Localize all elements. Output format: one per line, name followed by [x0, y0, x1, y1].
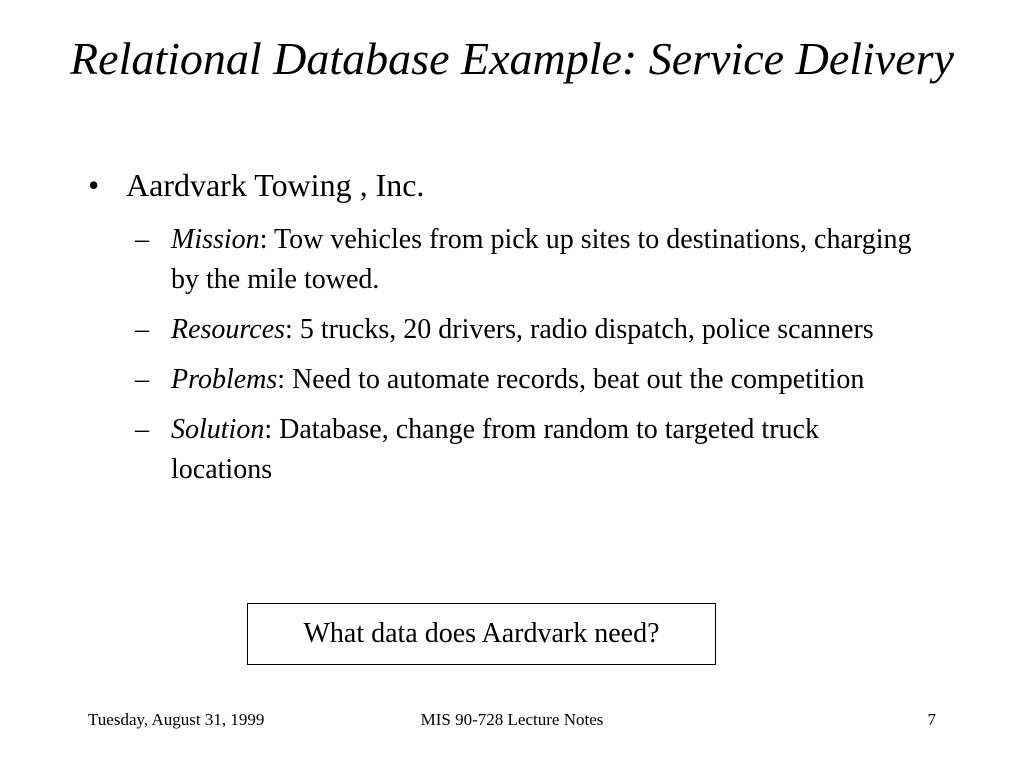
- sub-bullet-text: : 5 trucks, 20 drivers, radio dispatch, police scanners: [285, 314, 874, 345]
- footer-date: Tuesday, August 31, 1999: [88, 710, 265, 729]
- main-bullet-text: Aardvark Towing , Inc.: [126, 167, 425, 203]
- sub-bullet-solution: [135, 410, 915, 490]
- sub-bullet-mission: [135, 220, 915, 300]
- slide-title: Relational Database Example: Service Delivery: [70, 33, 954, 84]
- sub-bullet-label: Solution: [171, 414, 265, 445]
- sub-bullet-problems: [135, 360, 915, 400]
- dash-marker: –: [135, 414, 149, 445]
- sub-bullet-text: : Database, change from random to targeted truck locations: [171, 414, 819, 485]
- main-bullet: [88, 162, 424, 208]
- dash-marker: –: [135, 224, 149, 255]
- sub-bullet-text: : Tow vehicles from pick up sites to destinations, charging by the mile towed.: [171, 224, 912, 295]
- sub-bullet-resources: [135, 310, 915, 350]
- sub-bullet-list: [135, 220, 915, 500]
- bullet-marker: •: [88, 167, 100, 203]
- question-callout-box: What data does Aardvark need?: [247, 603, 716, 665]
- sub-bullet-label: Mission: [171, 224, 260, 255]
- sub-bullet-text: : Need to automate records, beat out the competition: [277, 364, 865, 395]
- page-number: 7: [927, 710, 936, 729]
- sub-bullet-label: Resources: [171, 314, 286, 345]
- dash-marker: –: [135, 364, 149, 395]
- sub-bullet-label: Problems: [171, 364, 278, 395]
- footer-course-title: MIS 90-728 Lecture Notes: [420, 710, 604, 729]
- dash-marker: –: [135, 314, 149, 345]
